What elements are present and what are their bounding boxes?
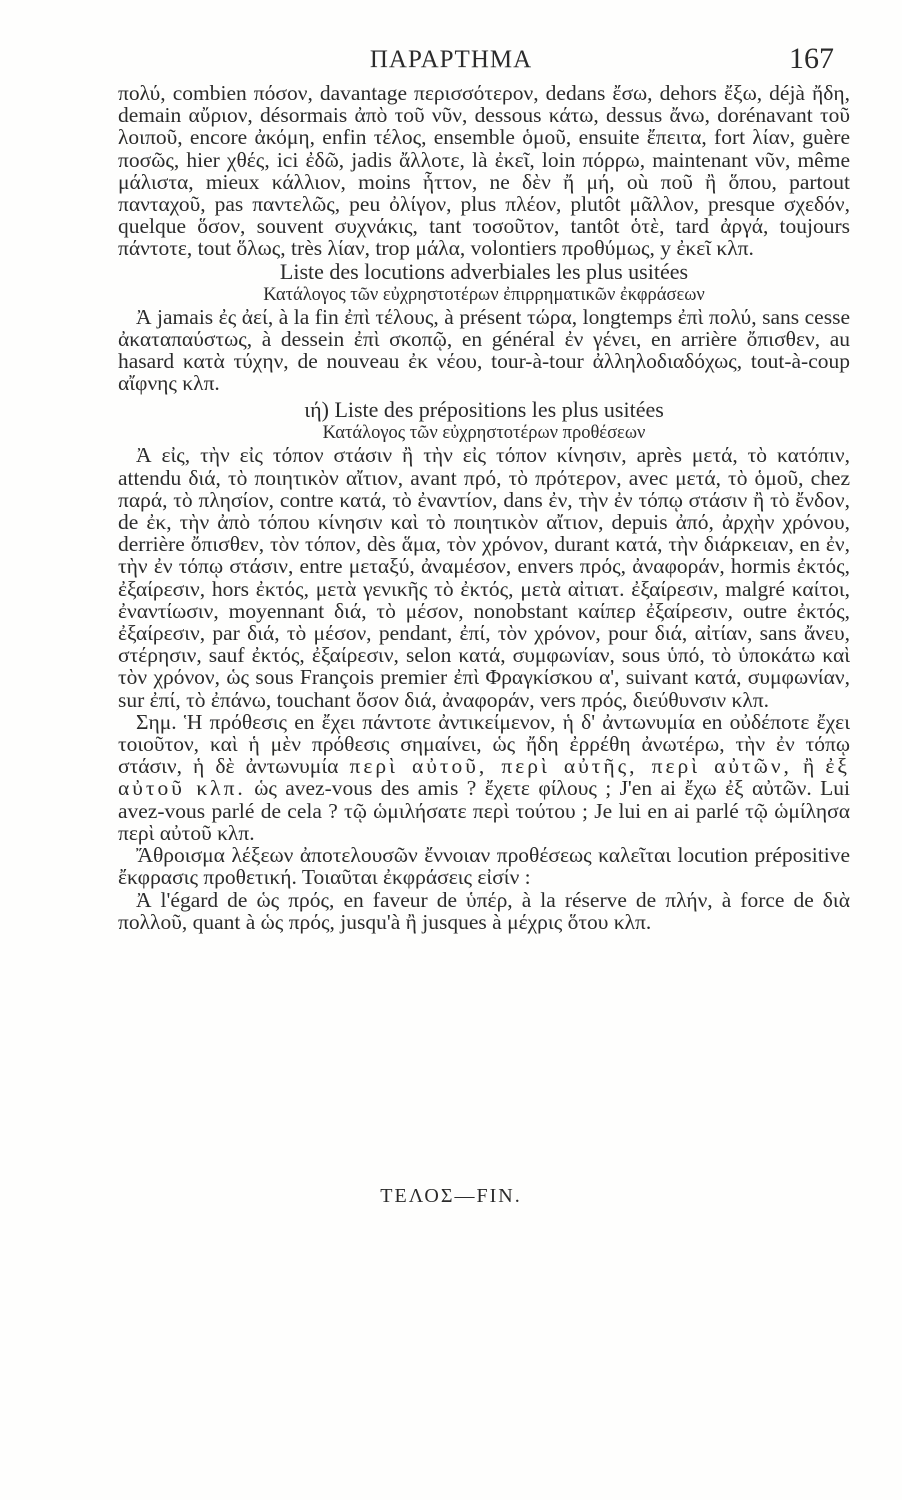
locution-prepositive-paragraph: Ἄθροισμα λέξεων ἀποτελουσῶν ἔννοιαν προθέσεως καλεῖται locution prépositive ἔκφρασις προθετική. Τοιαῦται ἐκφράσεις εἰσίν : bbox=[118, 843, 850, 890]
note-spaced-2: ἐξ αὐτοῦ κλπ. bbox=[118, 754, 850, 801]
page-number: 167 bbox=[789, 42, 834, 75]
note-text-c: ὡς avez-vous des amis ? ἔχετε φίλους ; J'en ai ἔχω ἐξ αὐτῶν. Lui avez-vous parlé de cela ? τῷ ὡμιλήσατε περὶ τούτου ; Je lui en ai parlé τῷ ὡμίλησα περὶ αὐτοῦ κλπ. bbox=[118, 776, 850, 845]
note-text-b: ἢ bbox=[803, 754, 815, 779]
prepositions-paragraph: Ἀ εἰς, τὴν εἰς τόπον στάσιν ἢ τὴν εἰς τόπον κίνησιν, après μετά, τὸ κατόπιν, attendu διά, τὸ ποιητικὸν αἴτιον, avant πρό, τὸ πρότερον, avec μετά, τὸ ὁμοῦ, chez παρά, τὸ πλησίον, contre κατά, τὸ ἐναντίον, dans ἐν, τὴν ἐν τόπῳ στάσιν ἢ τὸ ἔνδον, de ἐκ, τὴν ἀπὸ τόπου κίνησιν καὶ τὸ ποιητικὸν αἴτιον, depuis ἀπό, ἀρχὴν χρόνου, derrière ὄπισθεν, τὸν τόπον, dès ἅμα, τὸν χρόνον, durant κατά, τὴν διάρκειαν, en ἐν, τὴν ἐν τόπῳ στάσιν, entre μεταξύ, ἀναμέσον, envers πρός, ἀναφοράν, hormis ἐκτός, ἐξαίρεσιν, hors ἐκτός, μετὰ γενικῆς τὸ ἐκτός, μετὰ αἰτιατ. ἐξαίρεσιν, malgré καίτοι, ἐναντίωσιν, moyennant διά, τὸ μέσον, nonobstant καίπερ ἐξαίρεσιν, outre ἐκτός, ἐξαίρεσιν, par διά, τὸ μέσον, pendant, ἐπί, τὸν χρόνον, pour διά, αἰτίαν, sans ἄνευ, στέρησιν, sauf ἐκτός, ἐξαίρεσιν, selon κατά, συμφωνίαν, sous ὑπό, τὸ ὑποκάτω καὶ τὸν χρόνον, ὡς sous François premier ἐπὶ Φραγκίσκου α', suivant κατά, συμφωνίαν, sur ἐπί, τὸ ἐπάνω, touchant ὅσον διά, ἀναφοράν, vers πρός, διεύθυνσιν κλπ. bbox=[118, 443, 850, 712]
end-mark: ΤΕΛΟΣ—FIN. bbox=[380, 1185, 522, 1207]
running-head-title: ΠΑΡΑΡΤΗΜΑ bbox=[369, 46, 533, 73]
prepositions-heading-gr: Κατάλογος τῶν εὐχρηστοτέρων προθέσεων bbox=[322, 423, 646, 444]
note-paragraph bbox=[118, 711, 850, 844]
note-spaced-1: περὶ αὐτοῦ, περὶ αὐτῆς, περὶ αὐτῶν, bbox=[349, 754, 792, 779]
note-label: Σημ. bbox=[136, 709, 177, 734]
page-body bbox=[118, 82, 850, 933]
adverbs-paragraph: πολύ, combien πόσον, davantage περισσότερον, dedans ἔσω, dehors ἔξω, déjà ἤδη, demain αὔριον, désormais ἀπὸ τοῦ νῦν, dessous κάτω, dessus ἄνω, dorénavant τοῦ λοιποῦ, encore ἀκόμη, enfin τέλος, ensemble ὁμοῦ, ensuite ἔπειτα, fort λίαν, guère ποσῶς, hier χθές, ici ἐδῶ, jadis ἄλλοτε, là ἐκεῖ, loin πόρρω, maintenant νῦν, même μάλιστα, mieux κάλλιον, moins ἧττον, ne δὲν ἤ μή, où ποῦ ἢ ὅπου, partout πανταχοῦ, pas παντελῶς, peu ὀλίγον, plus πλέον, plutôt μᾶλλον, presque σχεδόν, quelque ὅσον, souvent συχνάκις, tant τοσοῦτον, tantôt ὁτὲ, tard ἀργά, toujours πάντοτε, tout ὅλως, très λίαν, trop μάλα, volontiers προθύμως, y ἐκεῖ κλπ. bbox=[118, 81, 850, 261]
locutions-paragraph: Ἀ jamais ἐς ἀεί, à la fin ἐπὶ τέλους, à présent τώρα, longtemps ἐπὶ πολύ, sans cesse ἀκαταπαύστως, à dessein ἐπὶ σκοπῷ, en général ἐν γένει, en arrière ὄπισθεν, au hasard κατὰ τύχην, de nouveau ἐκ νέου, tour-à-tour ἀλληλοδιαδόχως, tout-à-coup αἴφνης κλπ. bbox=[118, 304, 850, 396]
running-head bbox=[0, 42, 902, 82]
note-text-a: Ἡ πρόθεσις en ἔχει πάντοτε ἀντικείμενον, ἡ δ' ἀντωνυμία en οὐδέποτε ἔχει τοιοῦτον, καὶ ἡ μὲν πρόθεσις σημαίνει, ὡς ἤδη ἐρρέθη ἀνωτέρω, τὴν ἐν τόπῳ στάσιν, ἡ δὲ ἀντωνυμία bbox=[118, 709, 850, 779]
locutions-heading-gr: Κατάλογος τῶν εὐχρηστοτέρων ἐπιρρηματικῶν ἐκφράσεων bbox=[263, 284, 705, 305]
prepositions-heading-fr: ιή) Liste des prépositions les plus usitées bbox=[304, 397, 664, 423]
locutions-heading-fr: Liste des locutions adverbiales les plus usitées bbox=[279, 258, 689, 284]
locution-prepositive-examples: Ἀ l'égard de ὡς πρός, en faveur de ὑπέρ, à la réserve de πλήν, à force de διὰ πολλοῦ, quant à ὡς πρός, jusqu'à ἢ jusques à μέχρις ὅτου κλπ. bbox=[118, 887, 850, 934]
